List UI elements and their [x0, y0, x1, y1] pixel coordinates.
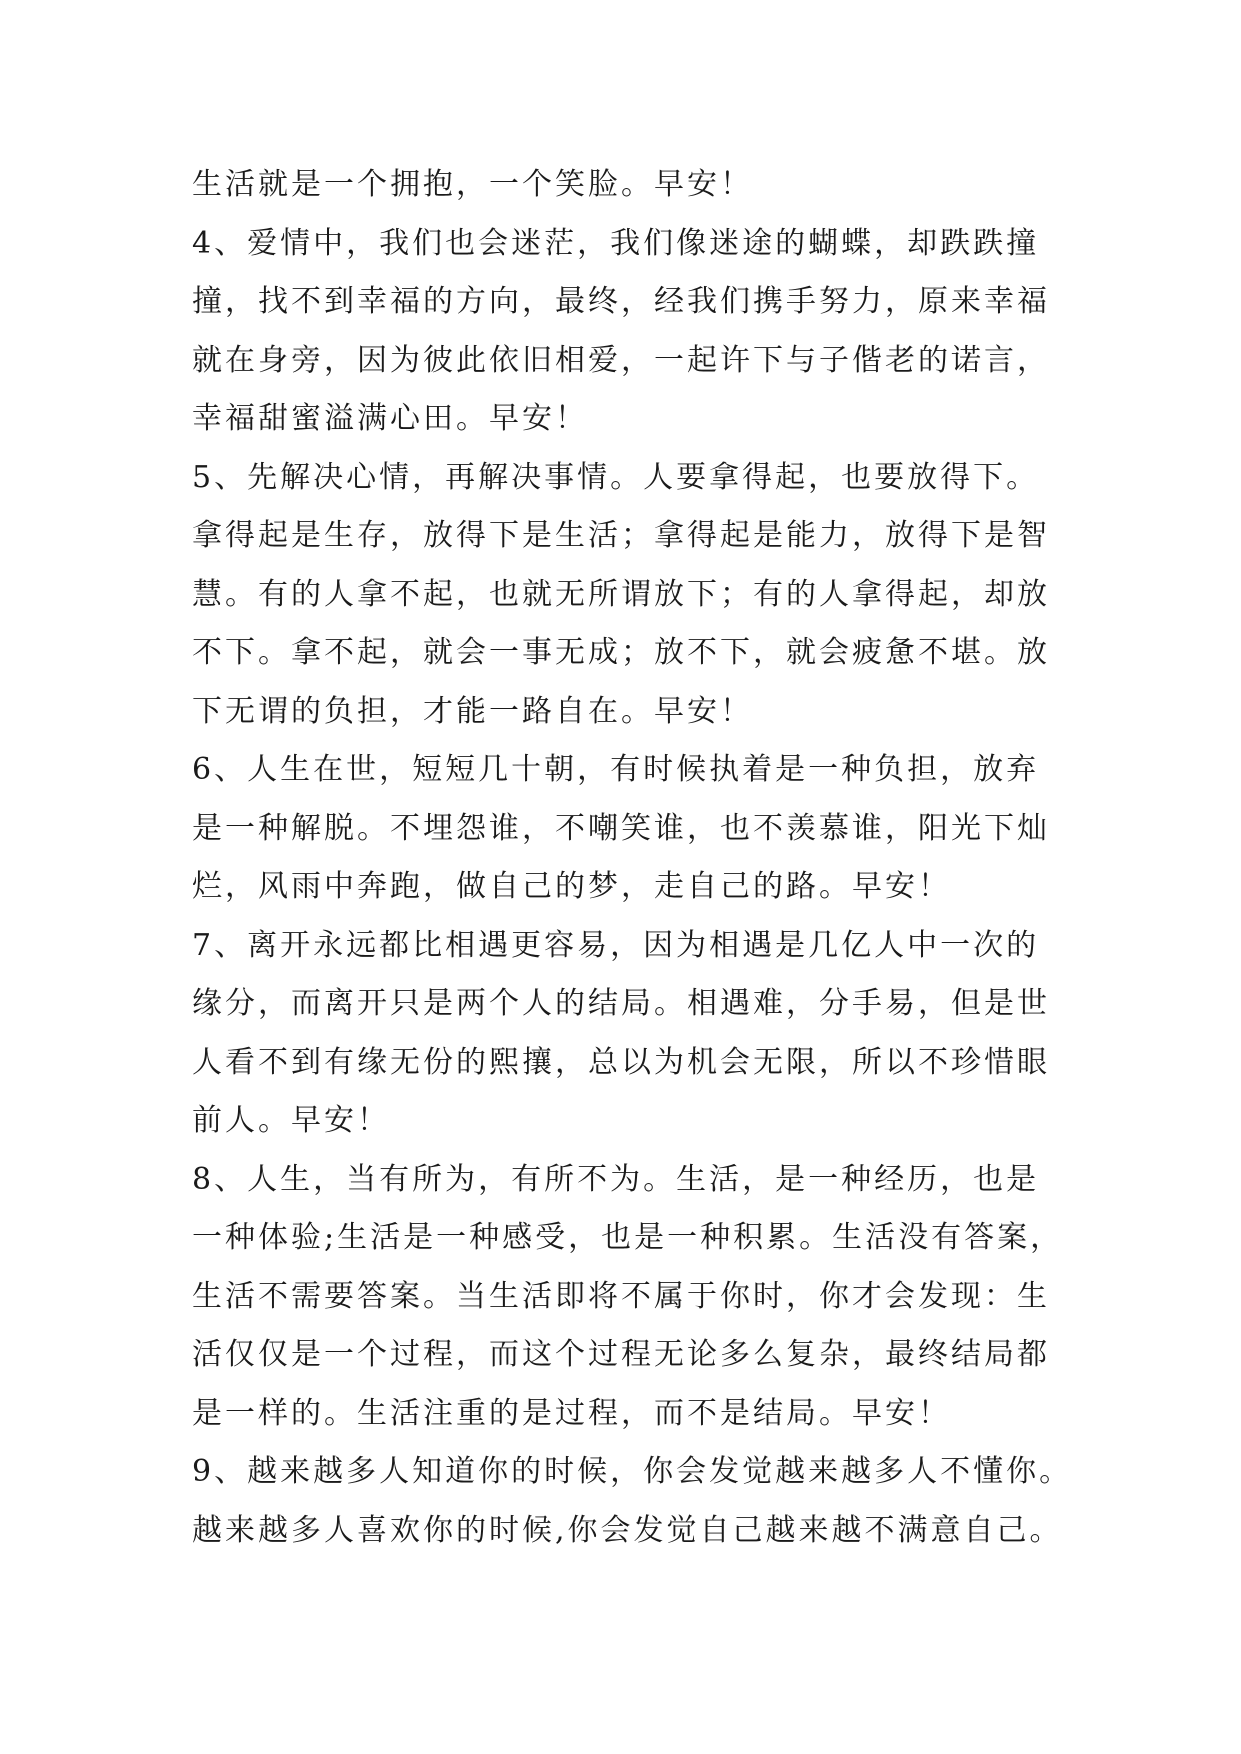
text-line-4: 就在身旁，因为彼此依旧相爱，一起许下与子偕老的诺言，: [192, 342, 1050, 378]
text-line-24: 越来越多人喜欢你的时候,你会发觉自己越来越不满意自己。: [192, 1512, 1063, 1548]
text-line-3: 撞，找不到幸福的方向，最终，经我们携手努力，原来幸福: [192, 284, 1050, 319]
text-line-20: 生活不需要答案。当生活即将不属于你时，你才会发现：生: [192, 1278, 1050, 1314]
text-line-14: 7、离开永远都比相遇更容易，因为相遇是几亿人中一次的: [192, 927, 1040, 963]
text-line-21: 活仅仅是一个过程，而这个过程无论多么复杂，最终结局都: [192, 1337, 1050, 1372]
text-line-11: 6、人生在世，短短几十朝，有时候执着是一种负担，放弃: [192, 752, 1040, 787]
text-line-23: 9、越来越多人知道你的时候，你会发觉越来越多人不懂你。: [192, 1454, 1073, 1489]
text-line-19: 一种体验;生活是一种感受，也是一种积累。生活没有答案，: [192, 1220, 1064, 1255]
text-line-15: 缘分，而离开只是两个人的结局。相遇难，分手易，但是世: [192, 986, 1050, 1021]
text-line-6: 5、先解决心情，再解决事情。人要拿得起，也要放得下。: [192, 459, 1040, 495]
text-line-13: 烂，风雨中奔跑，做自己的梦，走自己的路。早安！: [192, 869, 951, 904]
text-line-17: 前人。早安！: [192, 1103, 390, 1138]
text-line-10: 下无谓的负担，才能一路自在。早安！: [192, 693, 753, 729]
text-line-12: 是一种解脱。不埋怨谁，不嘲笑谁，也不羡慕谁，阳光下灿: [192, 810, 1050, 846]
text-line-16: 人看不到有缘无份的熙攘，总以为机会无限，所以不珍惜眼: [192, 1044, 1050, 1080]
document-body: [192, 156, 1072, 1560]
text-line-5: 幸福甜蜜溢满心田。早安！: [192, 401, 588, 436]
text-line-2: 4、爱情中，我们也会迷茫，我们像迷途的蝴蝶，却跌跌撞: [192, 225, 1040, 261]
text-line-9: 不下。拿不起，就会一事无成；放不下，就会疲惫不堪。放: [192, 635, 1050, 670]
text-line-22: 是一样的。生活注重的是过程，而不是结局。早安！: [192, 1395, 951, 1431]
text-line-7: 拿得起是生存，放得下是生活；拿得起是能力，放得下是智: [192, 518, 1050, 553]
text-line-18: 8、人生，当有所为，有所不为。生活，是一种经历，也是: [192, 1161, 1040, 1197]
text-line-1: 生活就是一个拥抱，一个笑脸。早安！: [192, 167, 753, 202]
text-line-8: 慧。有的人拿不起，也就无所谓放下；有的人拿得起，却放: [192, 576, 1050, 612]
